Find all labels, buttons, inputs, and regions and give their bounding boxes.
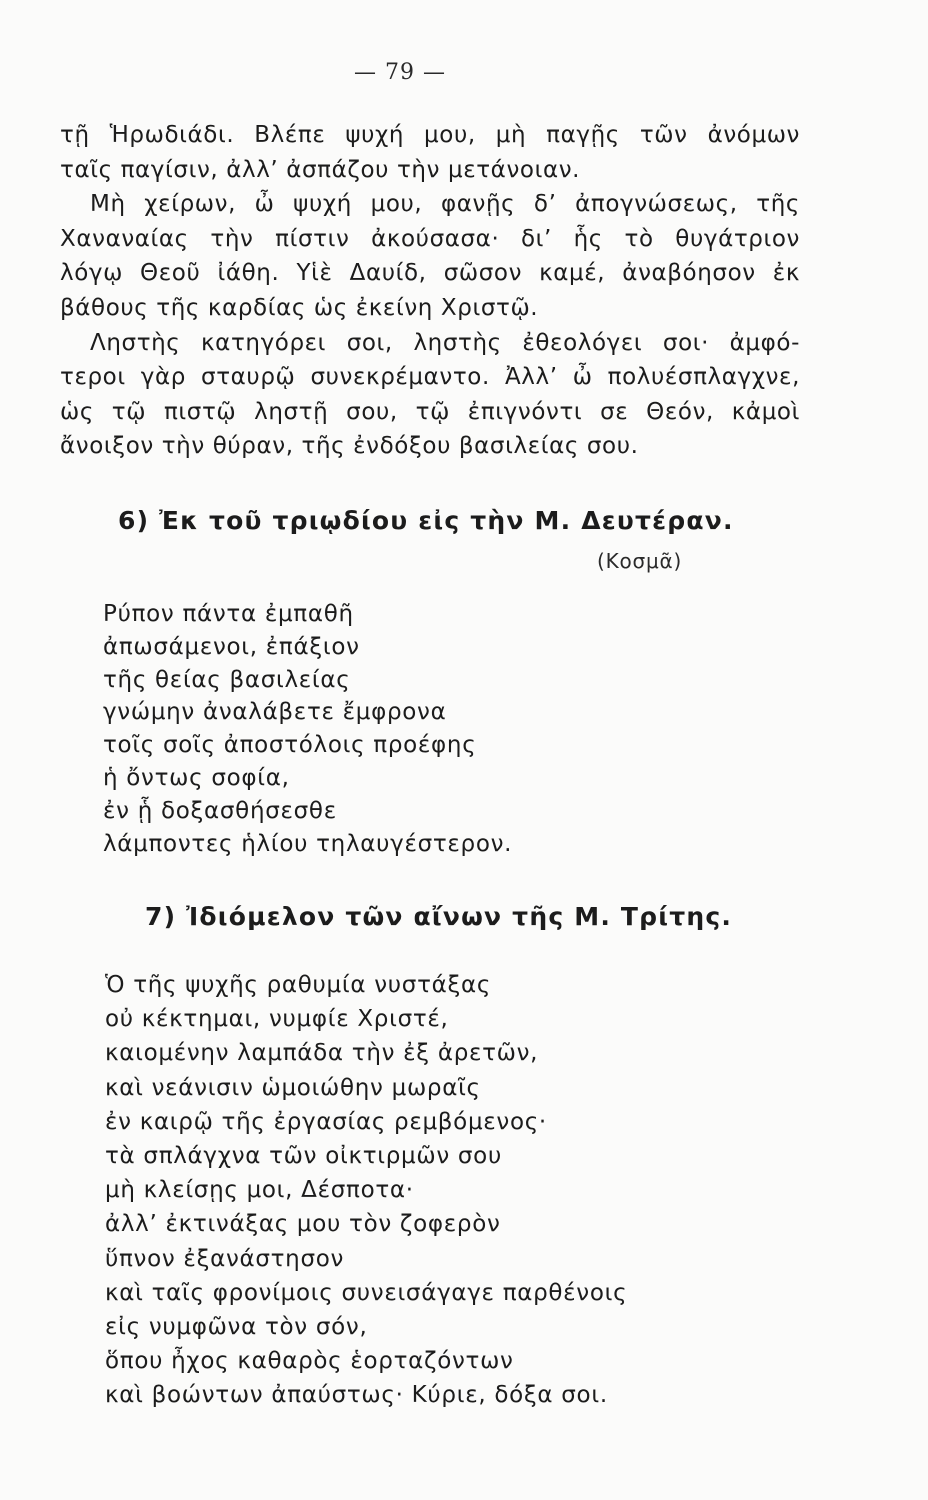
- hymn-line: μὴ κλείσῃς μοι, Δέσποτα·: [105, 1177, 414, 1204]
- hymn-line: καὶ βοώντων ἀπαύστως· Κύριε, δόξα σοι.: [105, 1382, 608, 1409]
- hymn-line: καιομένην λαμπάδα τὴν ἐξ ἀρετῶν,: [105, 1040, 539, 1067]
- section-7-heading: 7) Ἰδιόμελον τῶν αἴνων τῆς Μ. Τρίτης.: [145, 902, 733, 931]
- prose-line: ἄνοιξον τὴν θύραν, τῆς ἐνδόξου βασιλείας σου.: [60, 433, 639, 460]
- section-7-hymn: [105, 968, 627, 1413]
- prose-line: ὡς τῷ πιστῷ ληστῇ σου, τῷ ἐπιγνόντι σε Θεόν, κἀμοὶ: [60, 398, 800, 425]
- prose-line: Χαναναίας τὴν πίστιν ἀκούσασα· δι’ ἧς τὸ θυγάτριον: [60, 225, 800, 252]
- prose-line: τῇ Ἡρωδιάδι. Βλέπε ψυχή μου, μὴ παγῇς τῶν ἀνόμων: [60, 122, 800, 148]
- prose-line: τεροι γὰρ σταυρῷ συνεκρέμαντο. Ἀλλ’ ὦ πολυέσπλαγχνε,: [60, 364, 800, 391]
- hymn-line: εἰς νυμφῶνα τὸν σόν,: [105, 1314, 368, 1341]
- hymn-line: ἡ ὄντως σοφία,: [103, 764, 290, 791]
- hymn-line: Ὁ τῆς ψυχῆς ραθυμία νυστάξας: [105, 972, 492, 998]
- prose-paragraphs: [60, 118, 800, 464]
- prose-line: λόγῳ Θεοῦ ἰάθη. Υἱὲ Δαυίδ, σῶσον καμέ, ἀναβόησον ἐκ: [60, 260, 800, 287]
- hymn-line: οὐ κέκτημαι, νυμφίε Χριστέ,: [105, 1006, 449, 1033]
- prose-line: ταῖς παγίσιν, ἀλλ’ ἀσπάζου τὴν μετάνοιαν.: [60, 156, 581, 183]
- page-number: — 79 —: [354, 60, 446, 85]
- hymn-line: ἀπωσάμενοι, ἐπάξιον: [103, 633, 360, 660]
- hymn-line: ἐν καιρῷ τῆς ἐργασίας ρεμβόμενος·: [105, 1108, 547, 1135]
- hymn-line: ἐν ᾗ δοξασθήσεσθε: [103, 797, 337, 824]
- hymn-line: ὅπου ἦχος καθαρὸς ἑορταζόντων: [105, 1348, 514, 1375]
- hymn-line: ὕπνον ἐξανάστησον: [105, 1245, 345, 1272]
- hymn-line: τὰ σπλάγχνα τῶν οἰκτιρμῶν σου: [105, 1143, 502, 1170]
- hymn-line: λάμποντες ἡλίου τηλαυγέστερον.: [103, 830, 513, 857]
- section-6-heading: 6) Ἐκ τοῦ τριῳδίου εἰς τὴν Μ. Δευτέραν.: [118, 506, 734, 535]
- section-6-attribution: (Κοσμᾶ): [597, 549, 683, 573]
- hymn-line: τῆς θείας βασιλείας: [103, 666, 351, 693]
- prose-line: βάθους τῆς καρδίας ὡς ἐκείνη Χριστῷ.: [60, 294, 539, 321]
- hymn-line: καὶ ταῖς φρονίμοις συνεισάγαγε παρθένοις: [105, 1279, 628, 1306]
- hymn-line: καὶ νεάνισιν ὡμοιώθην μωραῖς: [105, 1074, 481, 1101]
- section-6-hymn: [103, 598, 512, 860]
- prose-line: Μὴ χείρων, ὦ ψυχή μου, φανῇς δ’ ἀπογνώσεως, τῆς: [90, 191, 800, 218]
- hymn-line: Ρύπον πάντα ἐμπαθῆ: [103, 601, 354, 627]
- hymn-line: τοῖς σοῖς ἀποστόλοις προέφης: [103, 732, 477, 759]
- hymn-line: γνώμην ἀναλάβετε ἔμφρονα: [103, 699, 447, 726]
- hymn-line: ἀλλ’ ἐκτινάξας μου τὸν ζοφερὸν: [105, 1211, 501, 1238]
- prose-line: Ληστὴς κατηγόρει σοι, ληστὴς ἐθεολόγει σοι· ἀμφό-: [90, 329, 800, 356]
